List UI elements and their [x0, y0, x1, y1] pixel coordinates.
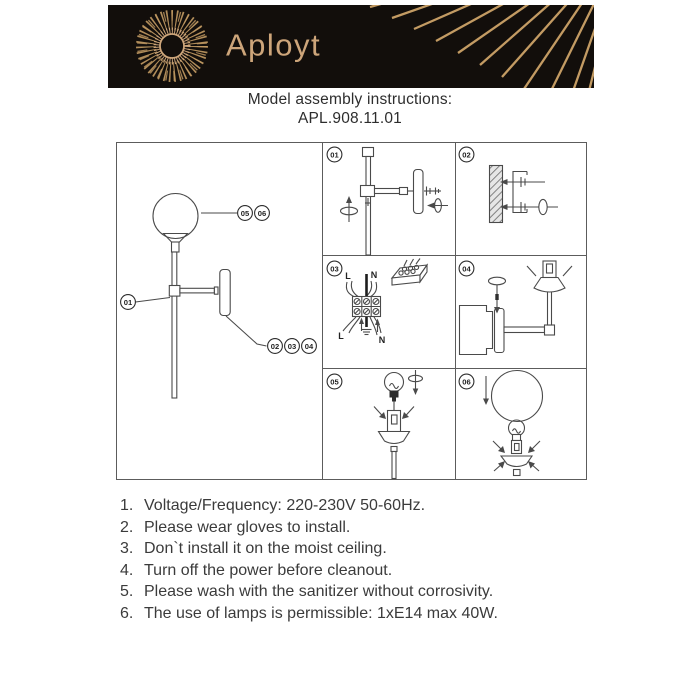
- callout-06-badge: [255, 206, 270, 221]
- callout-04-badge: [302, 339, 317, 354]
- step-03-label: 03: [330, 264, 339, 274]
- callout-06-label: 06: [257, 208, 267, 218]
- note-item: [120, 605, 686, 627]
- note-number: 1.: [120, 497, 134, 514]
- note-text: Please wash with the sanitizer without corrosivity.: [144, 583, 494, 600]
- callout-04-label: 04: [304, 341, 314, 351]
- wire-label-bottom-N: N: [378, 335, 386, 345]
- callout-01-badge: [121, 295, 136, 310]
- step-panel-05: [327, 370, 422, 479]
- step-panel-06: [459, 371, 542, 476]
- glass-globe-step: [492, 371, 543, 422]
- note-number: 4.: [120, 561, 134, 579]
- step-panel-03: [327, 259, 427, 346]
- step-panel-04: [459, 261, 572, 355]
- note-item: [120, 540, 686, 562]
- note-text: Voltage/Frequency: 220-230V 50-60Hz.: [144, 497, 426, 514]
- step-06-label: 06: [462, 377, 471, 387]
- brand-banner: [108, 5, 594, 88]
- note-text: The use of lamps is permissible: 1xE14 max 40W.: [144, 604, 498, 622]
- wire-label-top-N: N: [370, 270, 378, 280]
- callout-03-badge: [285, 339, 300, 354]
- sheet-title: Model assembly instructions:: [247, 91, 453, 108]
- banner-decoration: [108, 5, 594, 88]
- glass-globe: [153, 194, 198, 239]
- assembly-diagram: [116, 142, 587, 480]
- callout-01-label: 01: [123, 297, 133, 307]
- callout-02-label: 02: [270, 341, 280, 351]
- note-item: [120, 583, 686, 605]
- step-panel-02: [459, 147, 558, 222]
- terminal-block: [353, 297, 381, 317]
- note-number: 5.: [120, 583, 134, 600]
- note-text: Don`t install it on the moist ceiling.: [144, 540, 387, 557]
- note-text: Turn off the power before cleanout.: [144, 561, 393, 579]
- wall-plate: [220, 270, 230, 316]
- callout-05-badge: [238, 206, 253, 221]
- lamp-overview-drawing: [121, 194, 317, 399]
- model-number: APL.908.11.01: [297, 110, 402, 127]
- step-05-label: 05: [330, 377, 339, 387]
- note-item: [120, 497, 686, 519]
- brand-logo-text: Aployt: [226, 27, 322, 63]
- callout-05-label: 05: [240, 208, 250, 218]
- notes-list: [120, 497, 686, 626]
- step-04-label: 04: [462, 264, 471, 274]
- note-item: [120, 519, 686, 541]
- callout-02-badge: [268, 339, 283, 354]
- step-panel-01: [327, 147, 448, 255]
- note-item: [120, 562, 686, 584]
- wall-section: [490, 166, 503, 223]
- lamp-arm: [180, 288, 215, 293]
- step-01-label: 01: [330, 150, 339, 160]
- callout-03-label: 03: [287, 341, 297, 351]
- wire-label-top-L: L: [345, 271, 351, 281]
- terminal-block-3d: [392, 259, 427, 286]
- panel-grid: [117, 143, 587, 480]
- wire-label-bottom-L: L: [338, 331, 344, 341]
- note-number: 2.: [120, 518, 134, 536]
- step-02-label: 02: [462, 150, 471, 160]
- note-number: 6.: [120, 604, 134, 622]
- rays-decoration-icon: [336, 5, 594, 88]
- bulb: [385, 373, 404, 392]
- lamp-rod: [172, 252, 177, 398]
- sunburst-logo-icon: [142, 16, 202, 76]
- note-text: Please wear gloves to install.: [144, 518, 351, 536]
- note-number: 3.: [120, 540, 134, 557]
